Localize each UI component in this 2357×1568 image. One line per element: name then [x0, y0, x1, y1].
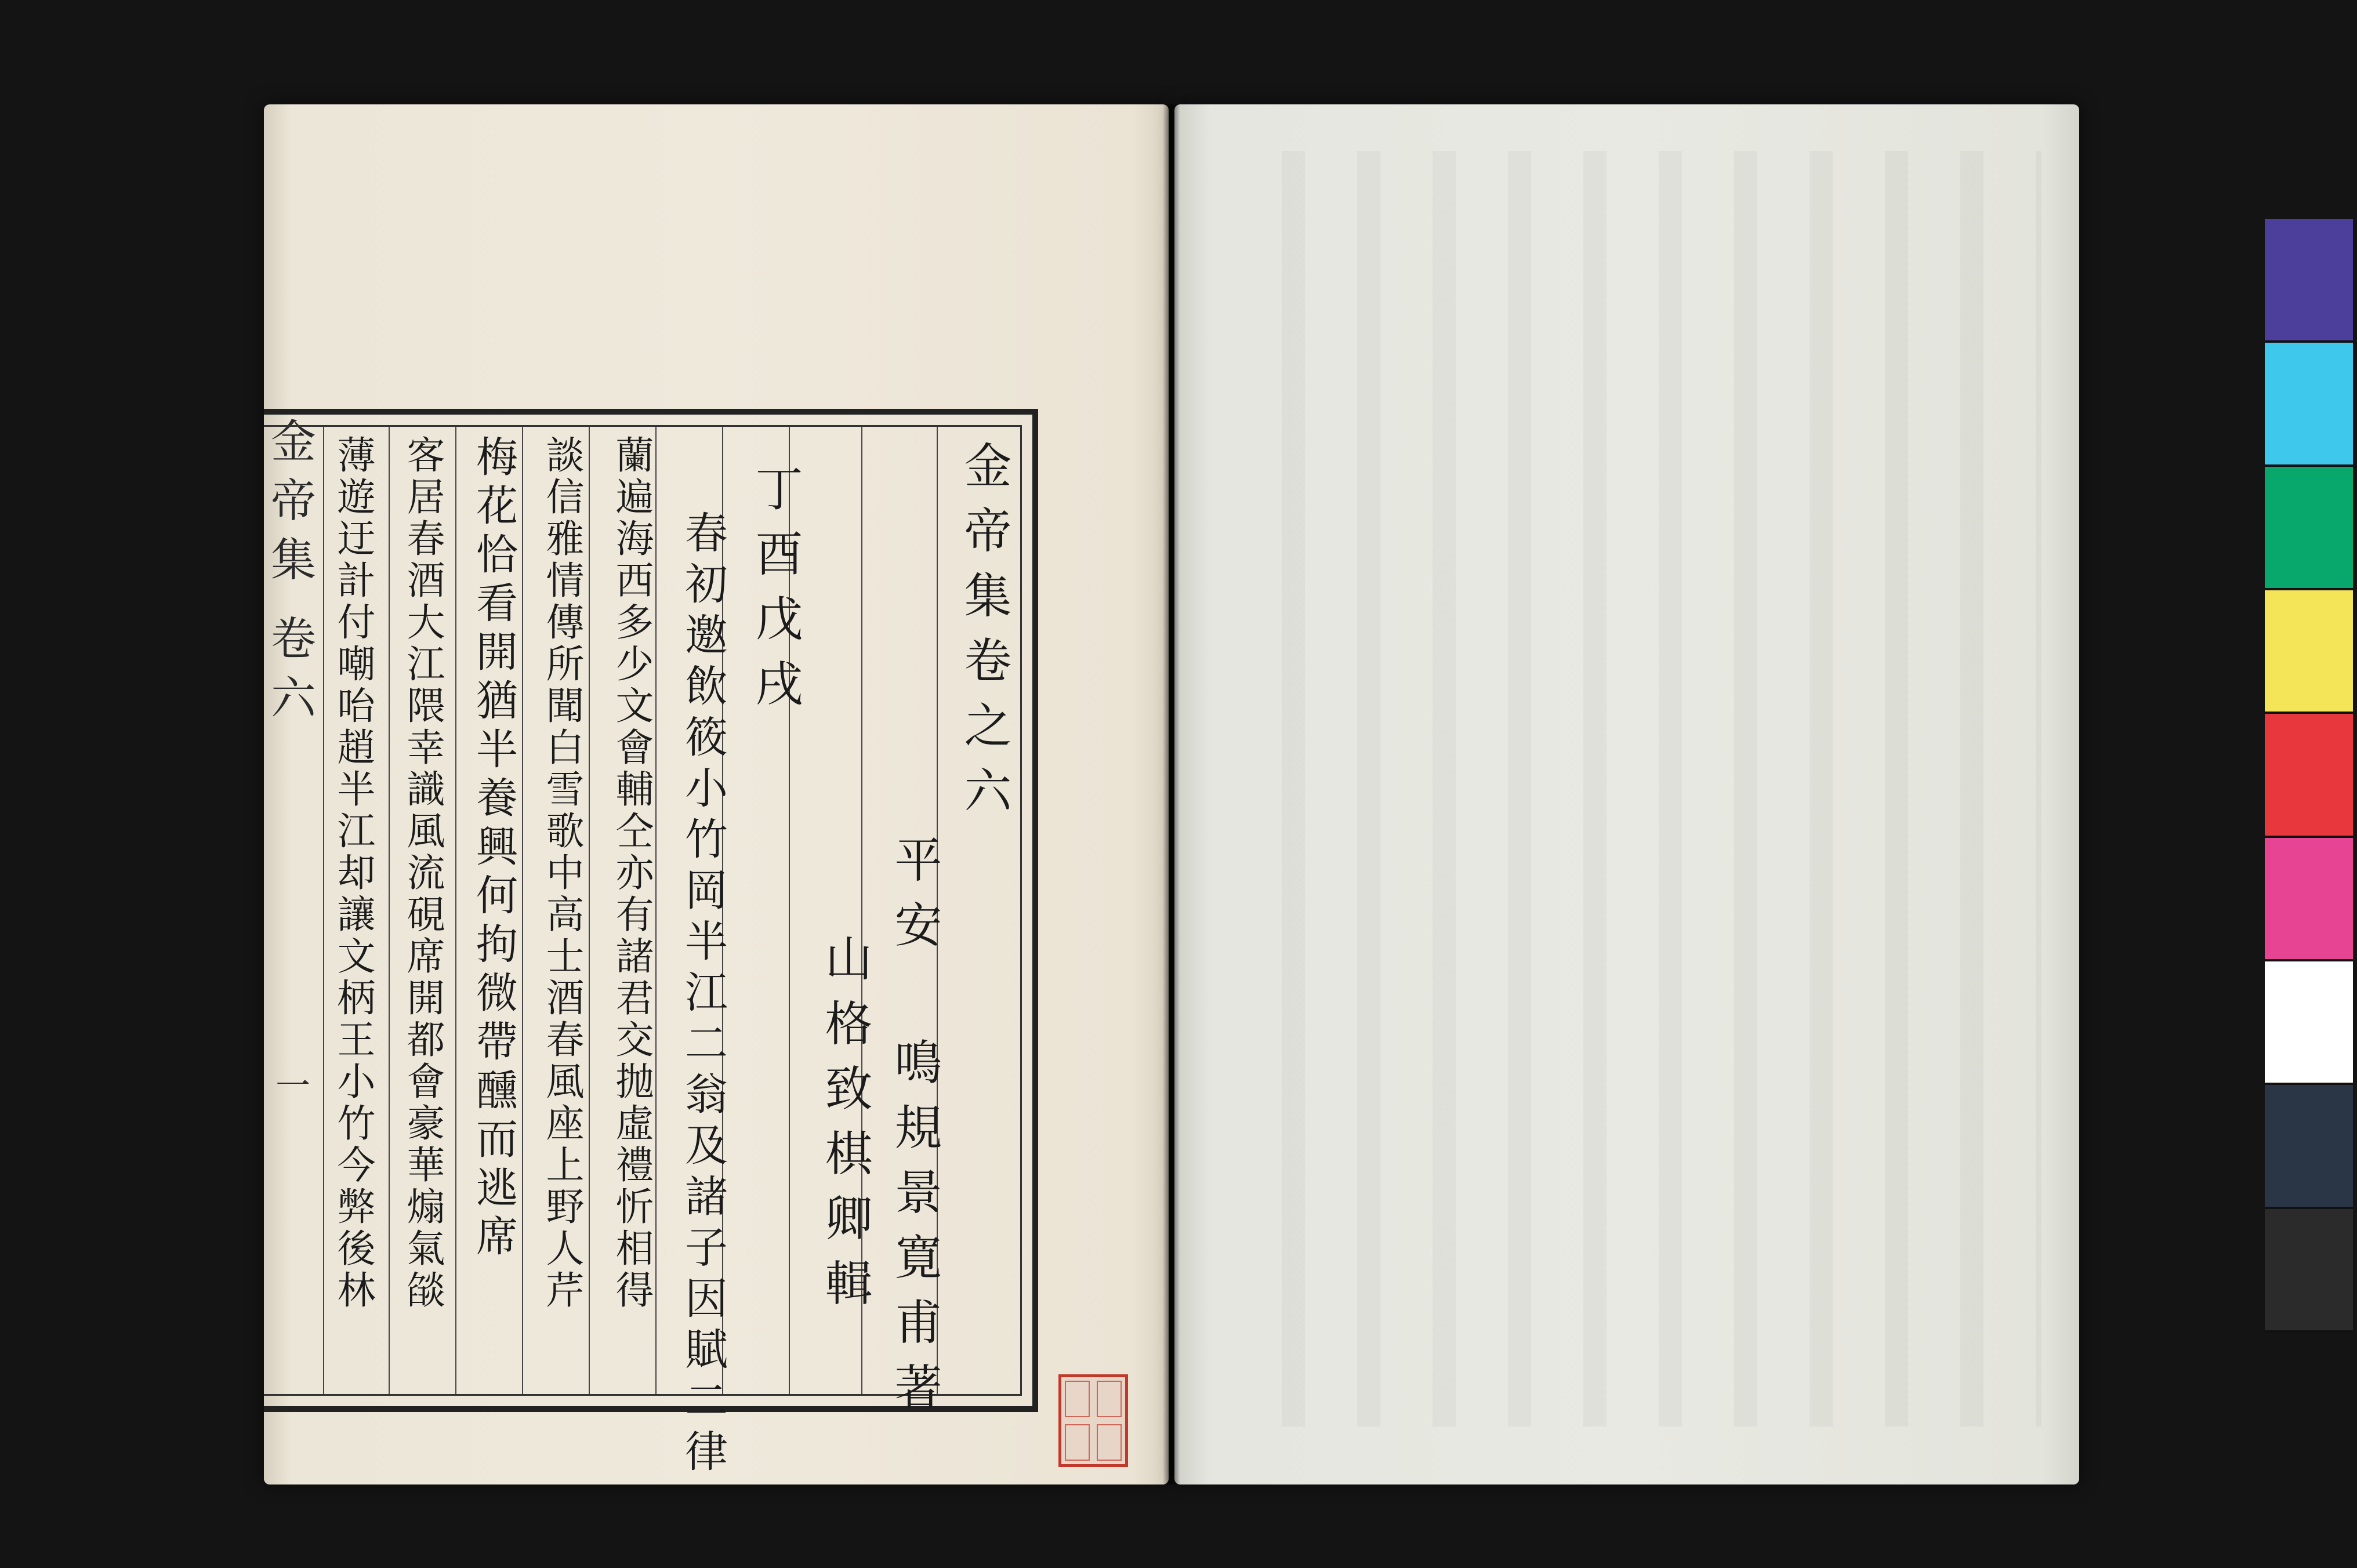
author-line: 平安 鳴規景寛甫著 — [887, 835, 942, 1427]
color-swatch — [2265, 219, 2353, 343]
poem-line-1: 春初邀飲筱小竹岡半江二翁及諸子因賦二律 — [678, 510, 728, 1480]
poem-line-3: 談信雅情傳所聞白雪歌中高士酒春風座上野人芹 — [539, 435, 584, 1312]
color-swatch — [2265, 343, 2353, 466]
color-swatch — [2265, 961, 2353, 1085]
column-rule — [323, 427, 324, 1394]
poem-line-2: 蘭遍海西多少文會輔仝亦有諸君交抛虛禮忻相得 — [609, 435, 654, 1312]
column-rule — [589, 427, 590, 1394]
poem-line-5: 客居春酒大江隈幸識風流硯席開都會豪華煽氣燄 — [400, 435, 445, 1312]
seal-glyph — [1065, 1424, 1090, 1461]
year-heading: 丁酉戊戌 — [748, 464, 803, 724]
seal-glyph — [1097, 1424, 1122, 1461]
poem-line-4: 梅花恰看開猶半養興何拘微帶醺而逃席 — [469, 435, 518, 1263]
color-swatch — [2265, 838, 2353, 961]
column-rule — [655, 427, 657, 1394]
margin-title: 金帝集 — [263, 418, 316, 595]
page-number: 一 — [270, 1067, 310, 1102]
color-swatch — [2265, 1085, 2353, 1208]
margin-volume: 卷六 — [263, 615, 316, 733]
seal-glyph — [1065, 1381, 1090, 1417]
color-swatch — [2265, 714, 2353, 837]
bleed-through-texture — [1230, 151, 2041, 1427]
library-seal — [1058, 1374, 1128, 1467]
color-calibration-card — [2265, 219, 2353, 1333]
seal-glyph — [1097, 1381, 1122, 1417]
color-swatch — [2265, 467, 2353, 590]
color-swatch — [2265, 1209, 2353, 1333]
column-rule — [522, 427, 523, 1394]
editor-line: 山格致棋卿輯 — [817, 934, 872, 1323]
book-spine — [1163, 104, 1180, 1484]
poem-line-6: 薄遊迂計付嘲咍趙半江却讓文柄王小竹今弊後林 — [331, 435, 375, 1312]
column-rule — [455, 427, 456, 1394]
book-title: 金帝集卷之六 — [956, 441, 1011, 830]
color-swatch — [2265, 590, 2353, 714]
column-rule — [389, 427, 390, 1394]
